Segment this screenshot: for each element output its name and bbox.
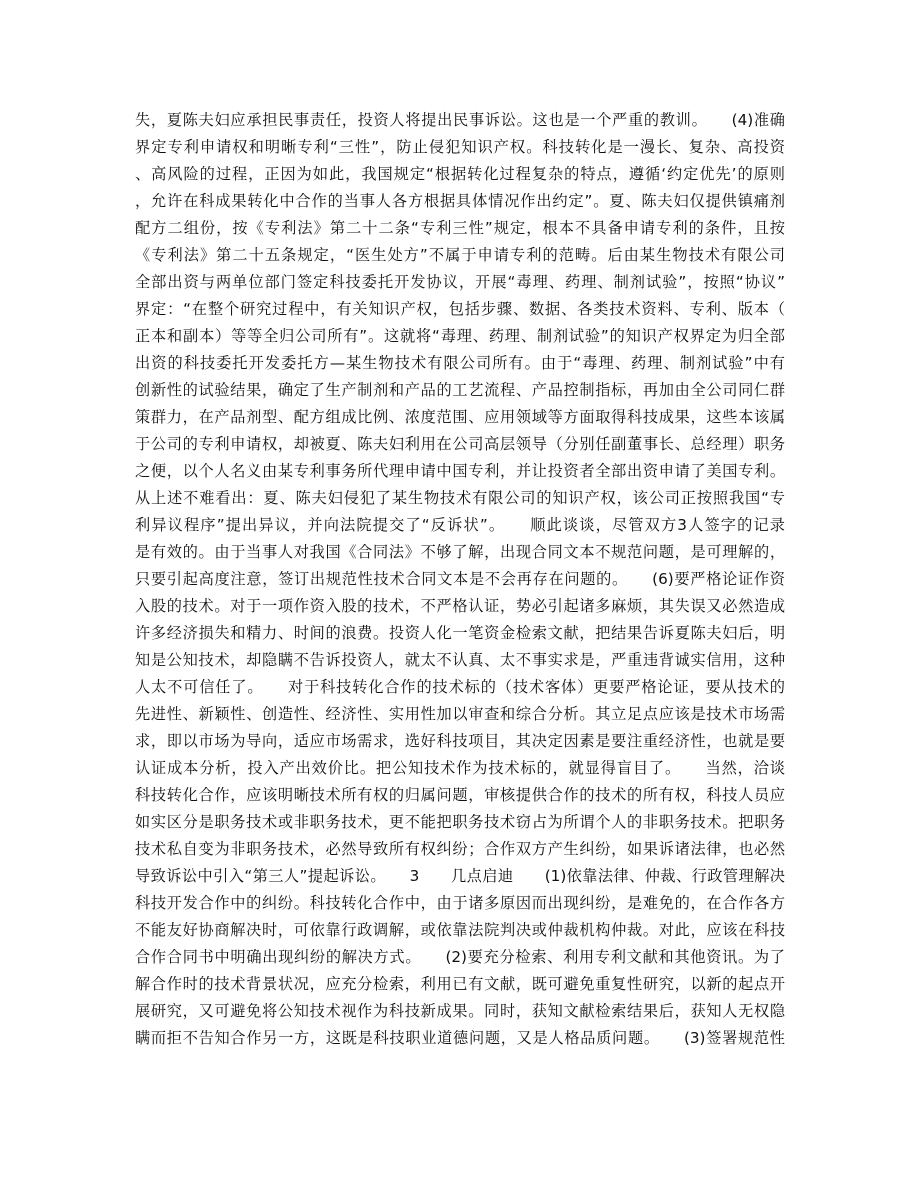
text-line: 入股的技术。对于一项作资入股的技术，不严格认证，势必引起诸多麻烦，其失误又必然造成 (135, 597, 785, 615)
text-line: 创新性的试验结果，确定了生产制剂和产品的工艺流程、产品控制指标，再加由全公司同仁群 (135, 381, 785, 399)
text-line: 出资的科技委托开发委托方—某生物技术有限公司所有。由于“毒理、药理、制剂试验”中有 (135, 354, 785, 372)
text-line: 、高风险的过程，正因为如此，我国规定“根据转化过程复杂的特点，遵循‘约定优先’的原则 (135, 165, 785, 183)
text-line: 界定专利申请权和明晰专利“三性”，防止侵犯知识产权。科技转化是一漫长、复杂、高投资 (135, 138, 785, 156)
text-line: 如实区分是职务技术或非职务技术，更不能把职务技术窃占为所谓个人的非职务技术。把职务 (135, 813, 785, 831)
text-line: 知是公知技术，却隐瞒不告诉投资人，就太不认真、太不事实求是，严重违背诚实信用，这种 (135, 651, 785, 669)
text-line: 导致诉讼中引入“第三人”提起诉讼。 3 几点启迪 (1)依靠法律、仲裁、行政管理解决 (135, 867, 785, 885)
text-line: 人太不可信任了。 对于科技转化合作的技术标的（技术客体）更要严格论证，要从技术的 (135, 678, 785, 696)
text-line: 利异议程序”提出异议，并向法院提交了“反诉状”。 顺此谈谈，尽管双方3人签字的记录 (135, 516, 785, 534)
text-line: 先进性、新颖性、创造性、经济性、实用性加以审查和综合分析。其立足点应该是技术市场需 (135, 705, 785, 723)
text-line: 于公司的专利申请权，却被夏、陈夫妇利用在公司高层领导（分别任副董事长、总经理）职务 (135, 435, 785, 453)
text-line: 策群力，在产品剂型、配方组成比例、浓度范围、应用领域等方面取得科技成果，这些本该属 (135, 408, 785, 426)
text-line: 从上述不难看出：夏、陈夫妇侵犯了某生物技术有限公司的知识产权，该公司正按照我国“专 (135, 489, 785, 507)
text-line: 不能友好协商解决时，可依靠行政调解，或依靠法院判决或仲裁机构仲裁。对此，应该在科技 (135, 921, 785, 939)
text-line: 是有效的。由于当事人对我国《合同法》不够了解，出现合同文本不规范问题，是可理解的， (135, 543, 785, 561)
text-line: 展研究，又可避免将公知技术视作为科技新成果。同时，获知文献检索结果后，获知人无权隐 (135, 1002, 785, 1020)
text-line: ，允许在科成果转化中合作的当事人各方根据具体情况作出约定”。夏、陈夫妇仅提供镇痛剂 (135, 192, 785, 210)
text-line: 界定：“在整个研究过程中，有关知识产权，包括步骤、数据、各类技术资料、专利、版本（ (135, 300, 785, 318)
text-line: 认证成本分析，投入产出效价比。把公知技术作为技术标的，就显得盲目了。 当然，洽谈 (135, 759, 785, 777)
text-line: 只要引起高度注意，签订出规范性技术合同文本是不会再存在问题的。 (6)要严格论证作资 (135, 570, 785, 588)
text-line: 配方二组份，按《专利法》第二十二条“专利三性”规定，根本不具备申请专利的条件，且按 (135, 219, 785, 237)
text-line: 解合作时的技术背景状况，应充分检索，利用已有文献，既可避免重复性研究，以新的起点开 (135, 975, 785, 993)
text-line: 全部出资与两单位部门签定科技委托开发协议，开展“毒理、药理、制剂试验”，按照“协议” (135, 273, 785, 291)
text-line: 合作合同书中明确出现纠纷的解决方式。 (2)要充分检索、利用专利文献和其他资讯。为了 (135, 948, 785, 966)
text-line: 正本和副本）等等全归公司所有”。这就将“毒理、药理、制剂试验”的知识产权界定为归全部 (135, 327, 785, 345)
text-line: 瞒而拒不告知合作另一方，这既是科技职业道德问题，又是人格品质问题。 (3)签署规范性 (135, 1029, 785, 1047)
text-line: 《专利法》第二十五条规定，“医生处方”不属于申请专利的范畴。后由某生物技术有限公司 (135, 246, 785, 264)
text-line: 求，即以市场为导向，适应市场需求，选好科技项目，其决定因素是要注重经济性，也就是要 (135, 732, 785, 750)
text-line: 科技开发合作中的纠纷。科技转化合作中，由于诸多原因而出现纠纷，是难免的，在合作各方 (135, 894, 785, 912)
text-line: 许多经济损失和精力、时间的浪费。投资人化一笔资金检索文献，把结果告诉夏陈夫妇后，明 (135, 624, 785, 642)
text-line: 科技转化合作，应该明晰技术所有权的归属问题，审核提供合作的技术的所有权，科技人员应 (135, 786, 785, 804)
text-line: 之便，以个人名义由某专利事务所代理申请中国专利，并让投资者全部出资申请了美国专利。 (135, 462, 785, 480)
text-line: 失，夏陈夫妇应承担民事责任，投资人将提出民事诉讼。这也是一个严重的教训。 (4)准确 (135, 111, 785, 129)
text-line: 技术私自变为非职务技术，必然导致所有权纠纷；合作双方产生纠纷，如果诉诸法律，也必然 (135, 840, 785, 858)
